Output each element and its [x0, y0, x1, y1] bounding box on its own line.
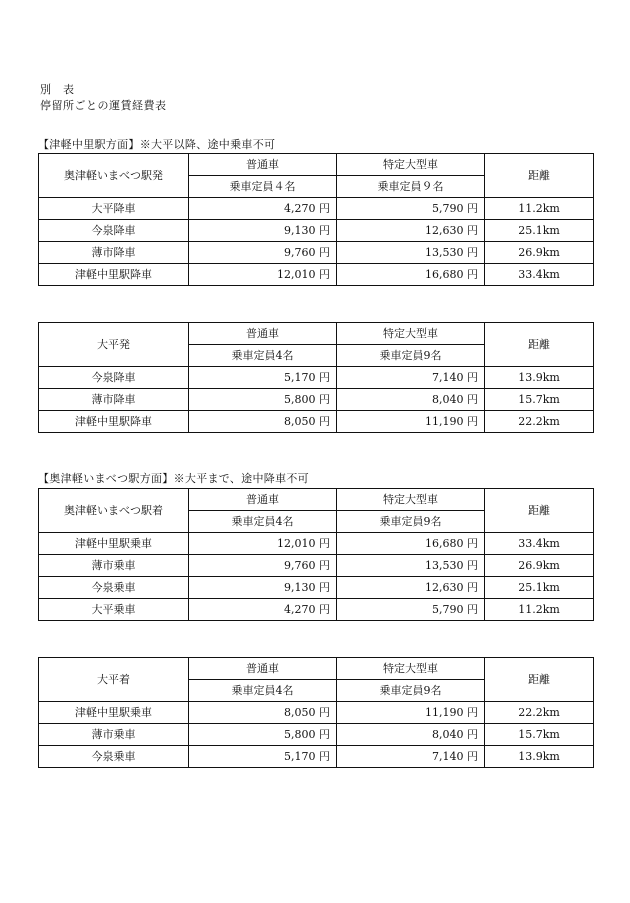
distance: 26.9km — [485, 555, 594, 577]
regular-fare: 9,130 円 — [189, 220, 337, 242]
distance-header: 距離 — [485, 658, 594, 702]
origin-header: 奥津軽いまべつ駅発 — [39, 154, 189, 198]
large-capacity: 乗車定員9名 — [337, 511, 485, 533]
stop-name: 薄市降車 — [39, 242, 189, 264]
table-row — [39, 264, 594, 286]
table-row — [39, 577, 594, 599]
distance: 22.2km — [485, 411, 594, 433]
distance: 26.9km — [485, 242, 594, 264]
stop-name: 津軽中里駅乗車 — [39, 702, 189, 724]
fare-table-odai-departure — [38, 322, 594, 433]
regular-capacity: 乗車定員4名 — [189, 680, 337, 702]
regular-fare: 4,270 円 — [189, 599, 337, 621]
regular-fare: 9,760 円 — [189, 242, 337, 264]
table-row — [39, 599, 594, 621]
stop-name: 今泉乗車 — [39, 746, 189, 768]
distance: 15.7km — [485, 389, 594, 411]
regular-fare: 5,170 円 — [189, 367, 337, 389]
stop-name: 薄市乗車 — [39, 724, 189, 746]
regular-fare: 5,170 円 — [189, 746, 337, 768]
large-fare: 7,140 円 — [337, 367, 485, 389]
large-fare: 11,190 円 — [337, 702, 485, 724]
distance: 13.9km — [485, 367, 594, 389]
stop-name: 津軽中里駅乗車 — [39, 533, 189, 555]
regular-fare: 8,050 円 — [189, 411, 337, 433]
regular-fare: 5,800 円 — [189, 724, 337, 746]
distance-header: 距離 — [485, 323, 594, 367]
stop-name: 大平降車 — [39, 198, 189, 220]
regular-car-header: 普通車 — [189, 489, 337, 511]
regular-fare: 9,760 円 — [189, 555, 337, 577]
regular-capacity: 乗車定員4名 — [189, 511, 337, 533]
distance: 13.9km — [485, 746, 594, 768]
stop-name: 薄市乗車 — [39, 555, 189, 577]
table-row — [39, 367, 594, 389]
distance: 25.1km — [485, 577, 594, 599]
table-row — [39, 389, 594, 411]
regular-car-header: 普通車 — [189, 323, 337, 345]
stop-name: 津軽中里駅降車 — [39, 264, 189, 286]
regular-fare: 12,010 円 — [189, 533, 337, 555]
stop-name: 今泉降車 — [39, 220, 189, 242]
large-fare: 13,530 円 — [337, 242, 485, 264]
origin-header: 大平発 — [39, 323, 189, 367]
large-car-header: 特定大型車 — [337, 489, 485, 511]
regular-car-header: 普通車 — [189, 658, 337, 680]
section-caption-outbound: 【津軽中里駅方面】※大平以降、途中乗車不可 — [38, 138, 276, 151]
stop-name: 薄市降車 — [39, 389, 189, 411]
table-header-row — [39, 323, 594, 345]
distance-header: 距離 — [485, 154, 594, 198]
table-header-row — [39, 658, 594, 680]
large-fare: 7,140 円 — [337, 746, 485, 768]
regular-fare: 4,270 円 — [189, 198, 337, 220]
table-row — [39, 242, 594, 264]
regular-fare: 12,010 円 — [189, 264, 337, 286]
large-fare: 12,630 円 — [337, 577, 485, 599]
large-fare: 13,530 円 — [337, 555, 485, 577]
stop-name: 津軽中里駅降車 — [39, 411, 189, 433]
large-fare: 16,680 円 — [337, 533, 485, 555]
large-fare: 8,040 円 — [337, 389, 485, 411]
table-row — [39, 724, 594, 746]
regular-fare: 9,130 円 — [189, 577, 337, 599]
distance: 15.7km — [485, 724, 594, 746]
regular-fare: 5,800 円 — [189, 389, 337, 411]
regular-capacity: 乗車定員4名 — [189, 345, 337, 367]
fare-table-imabetsu-arrival — [38, 488, 594, 621]
large-capacity: 乗車定員9名 — [337, 680, 485, 702]
fare-table-odai-arrival — [38, 657, 594, 768]
doc-label: 別 表 — [40, 83, 75, 96]
table-row — [39, 533, 594, 555]
large-car-header: 特定大型車 — [337, 323, 485, 345]
origin-header: 大平着 — [39, 658, 189, 702]
stop-name: 今泉乗車 — [39, 577, 189, 599]
table-row — [39, 702, 594, 724]
distance: 25.1km — [485, 220, 594, 242]
regular-fare: 8,050 円 — [189, 702, 337, 724]
distance: 33.4km — [485, 264, 594, 286]
table-row — [39, 555, 594, 577]
large-capacity: 乗車定員９名 — [337, 176, 485, 198]
regular-car-header: 普通車 — [189, 154, 337, 176]
table-row — [39, 198, 594, 220]
large-car-header: 特定大型車 — [337, 658, 485, 680]
table-header-row — [39, 154, 594, 176]
distance: 11.2km — [485, 198, 594, 220]
distance: 11.2km — [485, 599, 594, 621]
large-fare: 11,190 円 — [337, 411, 485, 433]
section-caption-inbound: 【奥津軽いまべつ駅方面】※大平まで、途中降車不可 — [38, 472, 309, 485]
large-fare: 8,040 円 — [337, 724, 485, 746]
large-fare: 12,630 円 — [337, 220, 485, 242]
distance-header: 距離 — [485, 489, 594, 533]
table-header-row — [39, 489, 594, 511]
distance: 33.4km — [485, 533, 594, 555]
stop-name: 今泉降車 — [39, 367, 189, 389]
table-row — [39, 746, 594, 768]
large-fare: 5,790 円 — [337, 599, 485, 621]
large-car-header: 特定大型車 — [337, 154, 485, 176]
large-fare: 5,790 円 — [337, 198, 485, 220]
fare-table-imabetsu-departure — [38, 153, 594, 286]
origin-header: 奥津軽いまべつ駅着 — [39, 489, 189, 533]
stop-name: 大平乗車 — [39, 599, 189, 621]
table-row — [39, 411, 594, 433]
large-fare: 16,680 円 — [337, 264, 485, 286]
large-capacity: 乗車定員9名 — [337, 345, 485, 367]
distance: 22.2km — [485, 702, 594, 724]
regular-capacity: 乗車定員４名 — [189, 176, 337, 198]
doc-title: 停留所ごとの運賃経費表 — [40, 99, 167, 112]
table-row — [39, 220, 594, 242]
